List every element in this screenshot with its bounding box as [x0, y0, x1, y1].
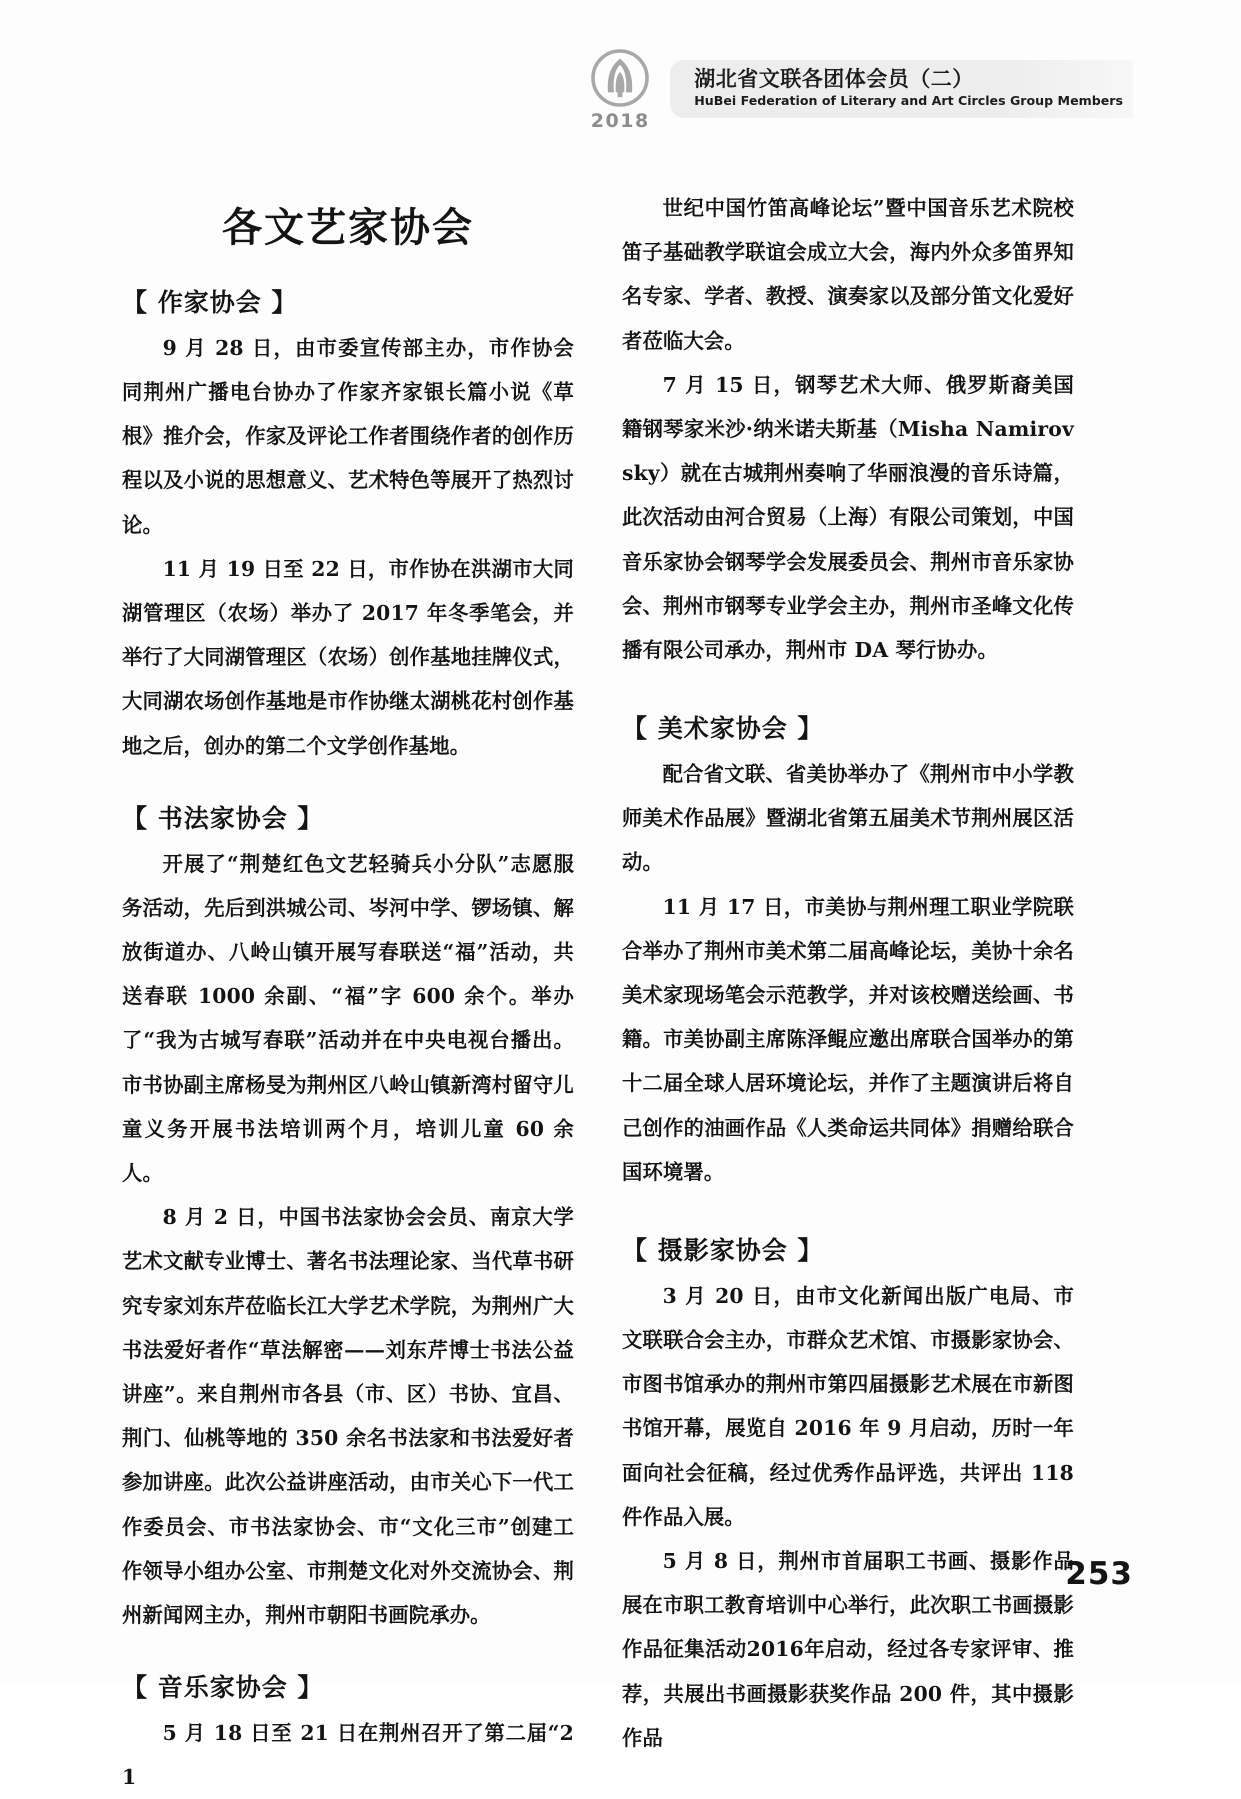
section-heading-musicians: 【 音乐家协会 】 [122, 1673, 324, 1703]
page-number: 253 [1065, 1556, 1133, 1592]
logo-year-label: 2018 [590, 110, 650, 132]
paragraph: 7 月 15 日，钢琴艺术大师、俄罗斯裔美国籍钢琴家米沙·纳米诺夫斯基（Misha Namirovsky）就在古城荆州奏响了华丽浪漫的音乐诗篇，此次活动由河合贸易（上海）有限公司策划，中国音乐家协会钢琴学会发展委员会、荆州市音乐家协会、荆州市钢琴专业学会主办，荆州市圣峰文化传播有限公司承办，荆州市 DA 琴行协办。 [622, 372, 1074, 663]
pagoda-arch-logo-icon [590, 48, 650, 108]
left-column [122, 186, 574, 1790]
paragraph: 3 月 20 日，由市文化新闻出版广电局、市文联联合会主办，市群众艺术馆、市摄影家协会、市图书馆承办的荆州市第四届摄影艺术展在市新图书馆开幕，展览自 2016 年 9 月启动，历时一年面向社会征稿，经过优秀作品评选，共评出 118 件作品入展。 [622, 1283, 1074, 1529]
paragraph: 开展了“荆楚红色文艺轻骑兵小分队”志愿服务活动，先后到洪城公司、岑河中学、锣场镇、解放街道办、八岭山镇开展写春联送“福”活动，共送春联 1000 余副、“福”字 600 余个。举办了“我为古城写春联”活动并在中央电视台播出。市书协副主席杨旻为荆州区八岭山镇新湾村留守儿童义务开展书法培训两个月，培训儿童 60 余人。 [122, 851, 574, 1185]
paragraph: 8 月 2 日，中国书法家协会会员、南京大学艺术文献专业博士、著名书法理论家、当代草书研究专家刘东芹莅临长江大学艺术学院，为荆州广大书法爱好者作“草法解密——刘东芹博士书法公益讲座”。来自荆州市各县（市、区）书协、宜昌、荆门、仙桃等地的 350 余名书法家和书法爱好者参加讲座。此次公益讲座活动，由市关心下一代工作委员会、市书法家协会、市“文化三市”创建工作领导小组办公室、市荆楚文化对外交流协会、荆州新闻网主办，荆州市朝阳书画院承办。 [122, 1205, 574, 1627]
section-heading-writers: 【 作家协会 】 [122, 288, 298, 317]
header-title-band [670, 60, 1133, 118]
paragraph-continued: 世纪中国竹笛高峰论坛”暨中国音乐艺术院校笛子基础教学联谊会成立大会，海内外众多笛界知名专家、学者、教授、演奏家以及部分笛文化爱好者莅临大会。 [622, 196, 1074, 353]
paragraph: 5 月 18 日至 21 日在荆州召开了第二届“21 [122, 1720, 574, 1790]
section-heading-photographers: 【 摄影家协会 】 [622, 1236, 824, 1266]
paragraph: 5 月 8 日，荆州市首届职工书画、摄影作品展在市职工教育培训中心举行，此次职工书画摄影作品征集活动2016年启动，经过各专家评审、推荐，共展出书画摄影获奖作品 200 件，其中摄影作品 [622, 1548, 1074, 1750]
publication-logo [574, 48, 666, 144]
paragraph: 配合省文联、省美协举办了《荆州市中小学教师美术作品展》暨湖北省第五届美术节荆州展区活动。 [622, 761, 1074, 875]
section-heading-calligraphers: 【 书法家协会 】 [122, 803, 324, 833]
paragraph: 9 月 28 日，由市委宣传部主办，市作协会同荆州广播电台协办了作家齐家银长篇小说《草根》推介会，作家及评论工作者围绕作者的创作历程以及小说的思想意义、艺术特色等展开了热烈讨论。 [122, 335, 574, 537]
header-inner [574, 48, 1133, 144]
section-heading-fine-artists: 【 美术家协会 】 [622, 714, 824, 744]
header-title-english: HuBei Federation of Literary and Art Circles Group Members [694, 92, 1123, 108]
paragraph: 11 月 17 日，市美协与荆州理工职业学院联合举办了荆州市美术第二届高峰论坛，美协十余名美术家现场笔会示范教学，并对该校赠送绘画、书籍。市美协副主席陈泽鲲应邀出席联合国举办的第十二届全球人居环境论坛，并作了主题演讲后将自己创作的油画作品《人类命运共同体》捐赠给联合国环境署。 [622, 894, 1074, 1184]
page-title: 各文艺家协会 [222, 205, 474, 251]
paragraph: 11 月 19 日至 22 日，市作协在洪湖市大同湖管理区（农场）举办了 2017 年冬季笔会，并举行了大同湖管理区（农场）创作基地挂牌仪式，大同湖农场创作基地是市作协继太湖桃花村创作基地之后，创办的第二个文学创作基地。 [122, 556, 574, 758]
running-header [0, 48, 1241, 144]
header-title-chinese: 湖北省文联各团体会员（二） [694, 66, 974, 91]
right-column [622, 186, 1074, 1750]
